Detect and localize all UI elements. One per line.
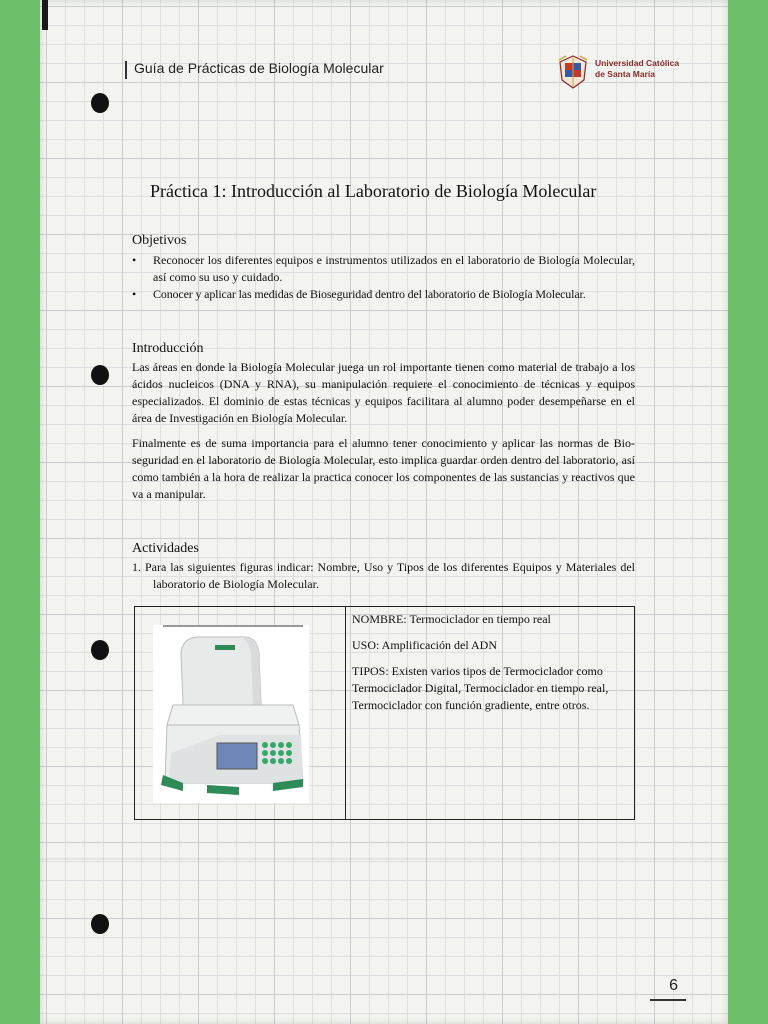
page-number-box (650, 975, 686, 1001)
binder-hole (91, 365, 109, 385)
equipment-types: TIPOS: Existen varios tipos de Termociclador como Termociclador Digital, Termociclador en tiempo real, Termociclador con función gradiente, entre otros. (352, 664, 609, 712)
objetivo-item: • Reconocer los diferentes equipos e instrumentos utilizados en el laboratorio de Biología Molecular, así como su uso y cuidado. (132, 253, 635, 284)
introduccion-paragraph-1: Las áreas en donde la Biología Molecular juega un rol importante tienen como material de trabajo a los ácidos nucleicos (DNA y RNA), su manipulación requiere el conocimiento de técnicas y equipos especializados. El dominio de estas técnicas y equipos facilitara al alumno poder desempeñarse en el área de Investigación en Biología Molecular. (132, 360, 635, 425)
equipment-table (134, 606, 635, 820)
table-divider (345, 607, 346, 819)
equipment-description (352, 611, 624, 723)
thermocycler-icon (153, 625, 309, 803)
binder-hole (91, 93, 109, 113)
page-title: Práctica 1: Introducción al Laboratorio de Biología Molecular (150, 181, 597, 201)
page-fold (40, 858, 728, 860)
university-name: Universidad Católica de Santa María (595, 58, 680, 79)
actividad-item-1: 1. Para las siguientes figuras indicar: Nombre, Uso y Tipos de los diferentes Equipos y Materiales del laboratorio de Biología Molecular. (132, 560, 635, 591)
header-divider (125, 61, 127, 79)
equipment-name: NOMBRE: Termociclador en tiempo real (352, 612, 551, 626)
notebook-page (40, 0, 728, 1024)
page-number: 6 (669, 977, 678, 994)
actividades-heading: Actividades (132, 541, 199, 556)
objetivos-heading: Objetivos (132, 233, 187, 248)
equipment-use: USO: Amplificación del ADN (352, 638, 497, 652)
binder-hole (91, 640, 109, 660)
university-crest-icon (556, 54, 590, 90)
introduccion-paragraph-2: Finalmente es de suma importancia para el alumno tener conocimiento y aplicar las normas de Bio-seguridad en el laboratorio de Biología Molecular, esto implica guardar orden dentro del laboratorio, así como también a la hora de realizar la practica conocer los componentes de las sustancias y reactivos que va a manipular. (132, 436, 635, 501)
objetivo-item: • Conocer y aplicar las medidas de Bioseguridad dentro del laboratorio de Biología Molecular. (132, 287, 586, 301)
margin-line (42, 0, 48, 30)
introduccion-heading: Introducción (132, 341, 204, 356)
header-title: Guía de Prácticas de Biología Molecular (134, 60, 384, 76)
binder-hole (91, 914, 109, 934)
thermocycler-image (153, 625, 309, 803)
